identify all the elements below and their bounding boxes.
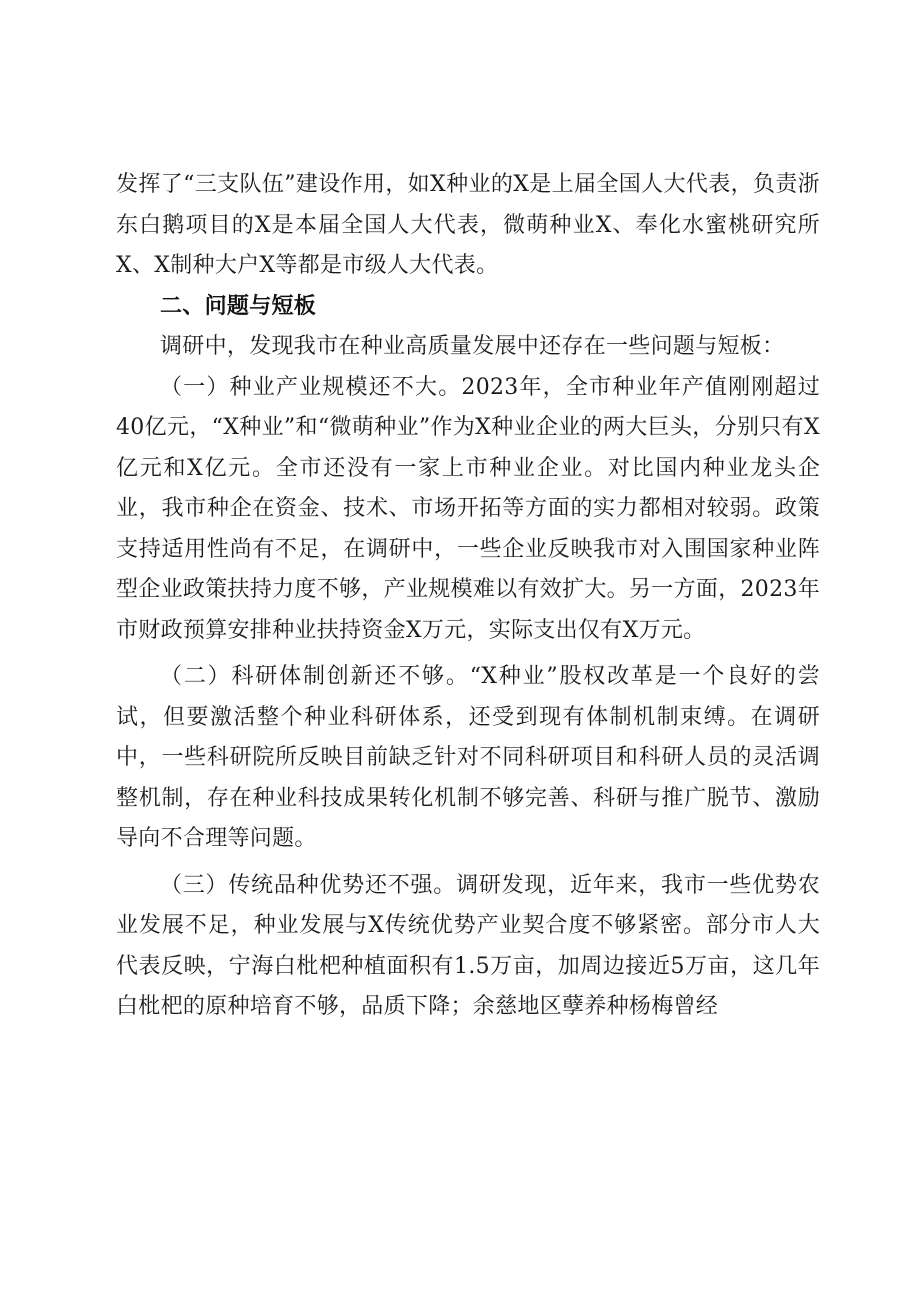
- paragraph-item-1: （一）种业产业规模还不大。2023年，全市种业年产值刚刚超过40亿元，“X种业”和“微萌种业”作为X种业企业的两大巨头，分别只有X亿元和X亿元。全市还没有一家上市种业企业。对比国内种业龙头企业，我市种企在资金、技术、市场开拓等方面的实力都相对较弱。政策支持适用性尚有不足，在调研中，一些企业反映我市对入围国家种业阵型企业政策扶持力度不够，产业规模难以有效扩大。另一方面，2023年市财政预算安排种业扶持资金X万元，实际支出仅有X万元。: [116, 374, 820, 643]
- paragraph-continuation: 发挥了“三支队伍”建设作用，如X种业的X是上届全国人大代表，负责浙东白鹅项目的X是本届全国人大代表，微萌种业X、奉化水蜜桃研究所X、X制种大户X等都是市级人大代表。: [116, 172, 820, 278]
- document-body: [116, 165, 820, 1028]
- paragraph-item-2: （二）科研体制创新还不够。“X种业”股权改革是一个良好的尝试，但要激活整个种业科研体系，还受到现有体制机制束缚。在调研中，一些科研院所反映目前缺乏针对不同科研项目和科研人员的灵活调整机制，存在种业科技成果转化机制不够完善、科研与推广脱节、激励导向不合理等问题。: [116, 664, 820, 851]
- paragraph-intro: 调研中，发现我市在种业高质量发展中还存在一些问题与短板：: [160, 334, 785, 359]
- section-heading: 二、问题与短板: [160, 293, 317, 319]
- paragraph-item-3: （三）传统品种优势还不强。调研发现，近年来，我市一些优势农业发展不足，种业发展与X传统优势产业契合度不够紧密。部分市人大代表反映，宁海白枇杷种植面积有1.5万亩，加周边接近5万亩，这几年白枇杷的原种培育不够，品质下降；余慈地区孽养种杨梅曾经: [116, 872, 820, 1019]
